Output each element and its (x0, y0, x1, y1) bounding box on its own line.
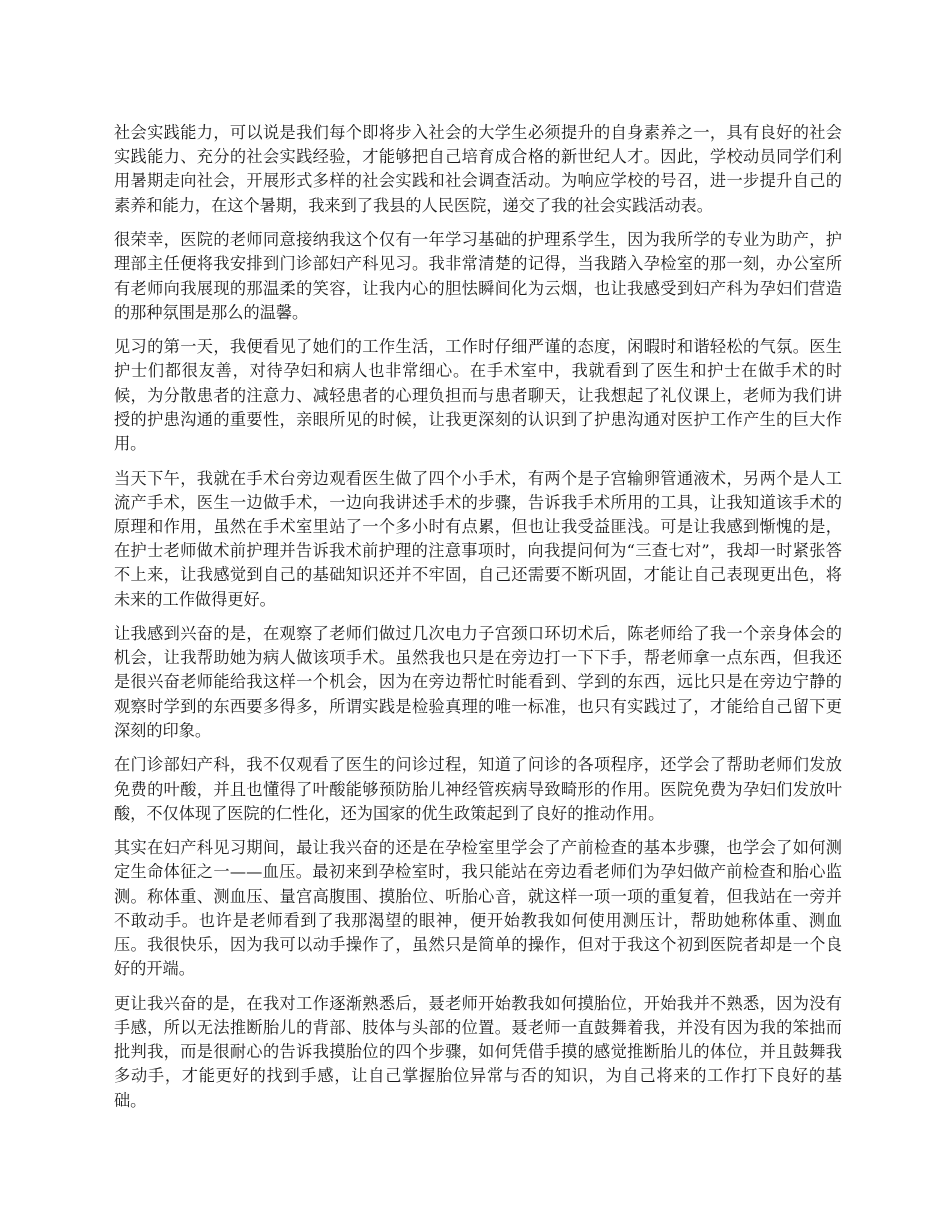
paragraph: 其实在妇产科见习期间，最让我兴奋的还是在孕检室里学会了产前检查的基本步骤，也学会了如何测定生命体征之一——血压。最初来到孕检室时，我只能站在旁边看老师们为孕妇做产前检查和胎心监测。称体重、测血压、量宫高腹围、摸胎位、听胎心音，就这样一项一项的重复着，但我站在一旁并不敢动手。也许是老师看到了我那渴望的眼神，便开始教我如何使用测压计，帮助她称体重、测血压。我很快乐，因为我可以动手操作了，虽然只是简单的操作，但对于我这个初到医院者却是一个良好的开端。 (114, 838, 842, 979)
paragraph: 让我感到兴奋的是，在观察了老师们做过几次电力子宫颈口环切术后，陈老师给了我一个亲身体会的机会，让我帮助她为病人做该项手术。虽然我也只是在旁边打一下下手，帮老师拿一点东西，但我还是很兴奋老师能给我这样一个机会，因为在旁边帮忙时能看到、学到的东西，远比只是在旁边宁静的观察时学到的东西要多得多，所谓实践是检验真理的唯一标准，也只有实践过了，才能给自己留下更深刻的印象。 (114, 624, 842, 740)
paragraph: 很荣幸，医院的老师同意接纳我这个仅有一年学习基础的护理系学生，因为我所学的专业为助产，护理部主任便将我安排到门诊部妇产科见习。我非常清楚的记得，当我踏入孕检室的那一刻，办公室所有老师向我展现的那温柔的笑容，让我内心的胆怯瞬间化为云烟，也让我感受到妇产科为孕妇们营造的那种氛围是那么的温馨。 (114, 230, 842, 322)
paragraph: 见习的第一天，我便看见了她们的工作生活，工作时仔细严谨的态度，闲暇时和谐轻松的气氛。医生护士们都很友善，对待孕妇和病人也非常细心。在手术室中，我就看到了医生和护士在做手术的时候，为分散患者的注意力、减轻患者的心理负担而与患者聊天，让我想起了礼仪课上，老师为我们讲授的护患沟通的重要性，亲眼所见的时候，让我更深刻的认识到了护患沟通对医护工作产生的巨大作用。 (114, 337, 842, 454)
paragraph: 当天下午，我就在手术台旁边观看医生做了四个小手术，有两个是子宫输卵管通液术，另两个是人工流产手术，医生一边做手术，一边向我讲述手术的步骤，告诉我手术所用的工具，让我知道该手术的原理和作用，虽然在手术室里站了一个多小时有点累，但也让我受益匪浅。可是让我感到惭愧的是，在护士老师做术前护理并告诉我术前护理的注意事项时，向我提问何为“三查七对”，我却一时紧张答不上来，让我感觉到自己的基础知识还并不牢固，自己还需要不断巩固，才能让自己表现更出色，将未来的工作做得更好。 (114, 468, 842, 609)
paragraph: 社会实践能力，可以说是我们每个即将步入社会的大学生必须提升的自身素养之一，具有良好的社会实践能力、充分的社会实践经验，才能够把自己培育成合格的新世纪人才。因此，学校动员同学们利用暑期走向社会，开展形式多样的社会实践和社会调查活动。为响应学校的号召，进一步提升自己的素养和能力，在这个暑期，我来到了我县的人民医院，递交了我的社会实践活动表。 (114, 123, 842, 215)
paragraph: 在门诊部妇产科，我不仅观看了医生的问诊过程，知道了问诊的各项程序，还学会了帮助老师们发放免费的叶酸，并且也懂得了叶酸能够预防胎儿神经管疾病导致畸形的作用。医院免费为孕妇们发放叶酸，不仅体现了医院的仁性化，还为国家的优生政策起到了良好的推动作用。 (114, 755, 842, 823)
document-body (114, 121, 842, 1123)
paragraph: 更让我兴奋的是，在我对工作逐渐熟悉后，聂老师开始教我如何摸胎位，开始我并不熟悉，因为没有手感，所以无法推断胎儿的背部、肢体与头部的位置。聂老师一直鼓舞着我，并没有因为我的笨拙而批判我，而是很耐心的告诉我摸胎位的四个步骤，如何凭借手摸的感觉推断胎儿的体位，并且鼓舞我多动手，才能更好的找到手感，让自己掌握胎位异常与否的知识，为自己将来的工作打下良好的基础。 (114, 993, 842, 1110)
